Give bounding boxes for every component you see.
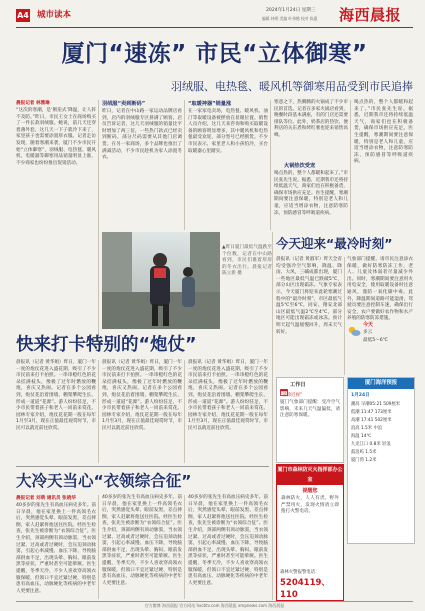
tide-row: 海温 14℃ bbox=[351, 434, 372, 439]
column-divider bbox=[344, 257, 345, 375]
story-3-headline: 大冷天当心“衣领综合征” bbox=[16, 472, 192, 490]
fire-hotline-number: 5204119、110 bbox=[280, 578, 330, 600]
tide-row: 鼓浪屿 1.5米 bbox=[351, 450, 377, 455]
weather-text-a: 晨报讯（记者 黄淑军）昨天全省均受强冷空气影响，降温、降雨、大风，三碱成都出现，厦门一些地区最低气温已跌破5℃，部分山区出现霜冻。气象专家表示，今天厦门将迎来此轮寒潮过程中的“最冷时刻”，市区最低气温5℃至6℃，同安、翔安北部山区最低气温2℃至4℃，部分地区可能出现霜冻或冰冻。预计明天起气温缓慢回升，周末天气转好。 bbox=[276, 257, 342, 335]
column-divider bbox=[98, 495, 99, 599]
footer-rule bbox=[16, 601, 413, 602]
lead-column-3: 在一家家电卖场，电热毯、暖风机、油汀等取暖设备被摆放在显眼位置。销售人员介绍，这几天来咨询和购买取暖设备的顾客明显增多，其中暖风机和电热毯最受欢迎，部分型号已经断货。不少市民表示，家里老人和小孩怕冷，买台取暖器心里踏实。 bbox=[188, 109, 268, 154]
tide-title: 厦门海洋预报 bbox=[348, 378, 414, 389]
forecast-today-desc: 多云 bbox=[363, 330, 373, 335]
notice-box bbox=[276, 377, 344, 463]
forecast-today-temp: 最低5～6℃ bbox=[363, 338, 388, 343]
lead-column-4: 寒意之下，热腾腾的火锅成了不少市民的首选。记者在多家火锅店看到，晚餐时段基本满座，有的门店还需要排队等位。此外，奶茶店的热饮、便利店的关东煮和烤红薯也迎来销售高峰。 bbox=[274, 100, 348, 138]
column-divider bbox=[184, 100, 185, 230]
column-divider bbox=[184, 360, 185, 463]
lead-subheadline: 羽绒服、电热毯、暖风机等御寒用品受到市民追捧 bbox=[171, 80, 413, 93]
weather-forecast-box bbox=[347, 320, 413, 350]
lead-photo bbox=[102, 232, 220, 329]
story-2-text-a: 晨报讯（记者 黄华娟）昨日，厦门一年一度的炮仗花进入盛花期，吸引了不少市民前来打卡拍照。一串串橙红色的花朵挂满枝头，像极了过年时燃放的鞭炮，喜庆又热闹。记者在多个公园看到，炮仗花沿着围墙、棚架攀爬生长，形成一道道“花瀑”。游人纷纷驻足，不少市民带着孩子和老人一同前来赏花。园林专家介绍，炮仗花花期一般在每年1月至3月，现在正值最佳观赏时节，市民可以就近前往欣赏。 bbox=[16, 360, 96, 431]
column-divider bbox=[272, 232, 273, 600]
date-line: 2024年1月24日 星期三 bbox=[266, 8, 316, 13]
cloud-sun-icon bbox=[347, 322, 361, 341]
column-divider bbox=[270, 100, 271, 230]
page-number: A4 bbox=[17, 11, 29, 20]
story-3-byline: 晨报记者 刘萌 通讯员 张晓华 bbox=[16, 496, 76, 501]
story-2-headline: 快来打卡特别的“炮仗” bbox=[16, 335, 197, 355]
photo-caption: ▲昨日厦门最低气温跌至个位数，记者在中山路看到，市民们裹着厚厚的冬衣出行。晨报记者 陈立新 摄 bbox=[222, 245, 272, 277]
tide-rows bbox=[351, 401, 411, 465]
lead-byline: 晨报记者 林雅琳 bbox=[16, 101, 50, 106]
fire-ad-subtitle: 提醒您 bbox=[302, 488, 318, 494]
story-2-text-b: 晨报讯（记者 黄华娟）昨日，厦门一年一度的炮仗花进入盛花期，吸引了不少市民前来打卡拍照。一串串橙红色的花朵挂满枝头，像极了过年时燃放的鞭炮，喜庆又热闹。记者在多个公园看到，炮仗花沿着围墙、棚架攀爬生长，形成一道道“花瀑”。游人纷纷驻足，不少市民带着孩子和老人一同前来赏花。园林专家介绍，炮仗花花期一般在每年1月至3月，现在正值最佳观赏时节，市民可以就近前往欣赏。 bbox=[102, 360, 182, 431]
notice-note: “消除近视” bbox=[280, 393, 303, 398]
weather-text-b: 气象部门提醒，请市民注意添衣保暖，做好防寒防冻工作，老人、儿童及体弱者尽量减少外出。同时，寒潮期间要注意用火用电安全，使用取暖设备时注意通风，谨防一氧化碳中毒。此外，降温期间道路可能湿滑，驾驶员要注意控制车速，确保出行安全。农户要做好农作物和水产养殖的防寒防冻措施。 bbox=[347, 257, 413, 322]
tide-row: 低潮 11:47 173厘米 bbox=[351, 410, 392, 415]
newspaper-logo bbox=[339, 5, 413, 25]
editor-line: 编辑 林明 美编 叶伟樵 校对 陈惠 bbox=[262, 16, 318, 21]
lead-column-6: 喝点热的，整个人都暖和起来了。”市民张先生说。据悉，近期我市还将持续低温天气，商家们也在积极备货，确保市场供应充足。医生提醒，寒潮期间要注意保暖，特别是老人和儿童，应适当增添衣物，注意防寒防冻，预防感冒等呼吸道疾病。 bbox=[354, 100, 413, 165]
notice-title: 工作日 bbox=[290, 382, 306, 388]
column-divider bbox=[98, 360, 99, 463]
story-2-text-c: 晨报讯（记者 黄华娟）昨日，厦门一年一度的炮仗花进入盛花期，吸引了不少市民前来打卡拍照。一串串橙红色的花朵挂满枝头，像极了过年时燃放的鞭炮，喜庆又热闹。记者在多个公园看到，炮仗花沿着围墙、棚架攀爬生长，形成一道道“花瀑”。游人纷纷驻足，不少市民带着孩子和老人一同前来赏花。园林专家介绍，炮仗花花期一般在每年1月至3月，现在正值最佳观赏时节，市民可以就近前往欣赏。 bbox=[188, 360, 268, 431]
lead-column-4-heading: 火锅热饮受宠 bbox=[284, 163, 316, 169]
section-rule bbox=[16, 466, 269, 467]
lead-column-1: “这次的寒潮，是‘断崖式’降温，让人猝不及防。”昨日，市民王女士在商场购买了一件长款羽绒服。她说，前几天还穿着薄外套，这几天一下子就冷下来了，家里孩子也需要添置厚衣服。记者走访发现，随着寒潮来袭，厦门不少市民开始“立体御寒”，羽绒服、电热毯、暖风机、电暖器等御寒用品销量明显上涨，不少商家也纷纷推出促销活动。 bbox=[16, 108, 96, 166]
street-scene-image bbox=[102, 232, 220, 329]
column-divider bbox=[98, 100, 99, 350]
logo-text: 海西晨报 bbox=[339, 6, 402, 24]
tide-row: 高潮 17:41 502厘米 bbox=[351, 418, 392, 423]
header-rule bbox=[16, 27, 413, 28]
section-title: 城市读本 bbox=[37, 10, 72, 20]
footer-text: 官方微博 海西晨报 官方网站 hxcbtv.com 海西晨报 xmpnews.com 海西晨报 bbox=[144, 603, 285, 608]
tide-row: 九龙江口 0.8米 轻浪 bbox=[351, 442, 391, 447]
lead-column-3-heading: “取暖神器”销量涨 bbox=[188, 101, 232, 107]
column-divider bbox=[184, 495, 185, 599]
page-header bbox=[0, 0, 425, 32]
lead-column-2-heading: 羽绒服“卖到断码” bbox=[102, 101, 146, 107]
weather-headline: 今天迎来“最冷时刻” bbox=[276, 236, 393, 251]
fire-hotline-label: 森林火警报警电话： bbox=[280, 570, 320, 575]
fire-ad-title: 厦门市森林防灭火指挥部办公室 bbox=[277, 467, 343, 483]
lead-column-2: 昨日，记者在中山路一家运动品牌店看到，店内的羽绒服专区挤满了顾客。店员告诉记者，这几天羽绒服的销量比平时增加了两三倍，一些热门款式已经卖到断码，部分尺码需要从其他门店调货。在另一家商场，多个品牌也推出了满减活动，不少市民趁机为家人添置冬衣。 bbox=[102, 109, 182, 161]
fire-prevention-ad bbox=[276, 464, 344, 601]
story-3-text-a: 40多岁的张先生有高血压病史多年。前日早晨，他在家里换上一件高领毛衣后，突然感觉头晕、眼前发黑，差点摔倒，家人赶紧将他送往医院。经医生检查，张先生被诊断为“衣领综合征”。医生介绍，颈部两侧有颈动脉窦，当衣领过紧、过高或者过硬时，会压迫颈动脉窦，引起心率减慢、血压下降，导致脑部供血不足，出现头晕、胸闷、眼前发黑等症状，严重时甚至可能晕厥。医生提醒，冬季天冷，不少人喜欢穿高领衣服保暖，但领口不宜过紧过硬，特别是患有高血压、动脉硬化等疾病的中老年人更要注意。 bbox=[16, 503, 96, 594]
fire-ad-text: 森林防火，人人有责。野外严禁用火，发现火情请立即拨打火警电话。 bbox=[281, 496, 339, 515]
story-3-text-c: 40多岁的张先生有高血压病史多年。前日早晨，他在家里换上一件高领毛衣后，突然感觉头晕、眼前发黑，差点摔倒，家人赶紧将他送往医院。经医生检查，张先生被诊断为“衣领综合征”。医生介绍，颈部两侧有颈动脉窦，当衣领过紧、过高或者过硬时，会压迫颈动脉窦，引起心率减慢、血压下降，导致脑部供血不足，出现头晕、胸闷、眼前发黑等症状，严重时甚至可能晕厥。医生提醒，冬季天冷，不少人喜欢穿高领衣服保暖，但领口不宜过紧过硬，特别是患有高血压、动脉硬化等疾病的中老年人更要注意。 bbox=[188, 495, 268, 586]
story-3-text-b: 40多岁的张先生有高血压病史多年。前日早晨，他在家里换上一件高领毛衣后，突然感觉头晕、眼前发黑，差点摔倒，家人赶紧将他送往医院。经医生检查，张先生被诊断为“衣领综合征”。医生介绍，颈部两侧有颈动脉窦，当衣领过紧、过高或者过硬时，会压迫颈动脉窦，引起心率减慢、血压下降，导致脑部供血不足，出现头晕、胸闷、眼前发黑等症状，严重时甚至可能晕厥。医生提醒，冬季天冷，不少人喜欢穿高领衣服保暖，但领口不宜过紧过硬，特别是患有高血压、动脉硬化等疾病的中老年人更要注意。 bbox=[102, 495, 182, 586]
tide-row: 潮高 早潮05:21 509厘米 bbox=[351, 402, 401, 407]
tide-forecast bbox=[347, 377, 415, 544]
lead-headline: 厦门“速冻” 市民“立体御寒” bbox=[61, 41, 368, 67]
tide-date: 1月24日 bbox=[351, 393, 370, 398]
lead-column-5: 喝点热的，整个人都暖和起来了。”市民张先生说。据悉，近期我市还将持续低温天气，商家们也在积极备货，确保市场供应充足。医生提醒，寒潮期间要注意保暖，特别是老人和儿童，应适当增添衣物，注意防寒防冻，预防感冒等呼吸道疾病。 bbox=[274, 171, 348, 216]
tide-row: 浪高 1.5米 中浪 bbox=[351, 426, 383, 431]
column-divider bbox=[350, 100, 351, 230]
notice-text: 厦门气象部门提醒：受冷空气影响，未来几天气温偏低，请注意防寒保暖。 bbox=[280, 400, 340, 419]
tide-row: 厦门湾 1.2米 bbox=[351, 458, 377, 463]
forecast-today-label: 今天 bbox=[363, 322, 374, 328]
